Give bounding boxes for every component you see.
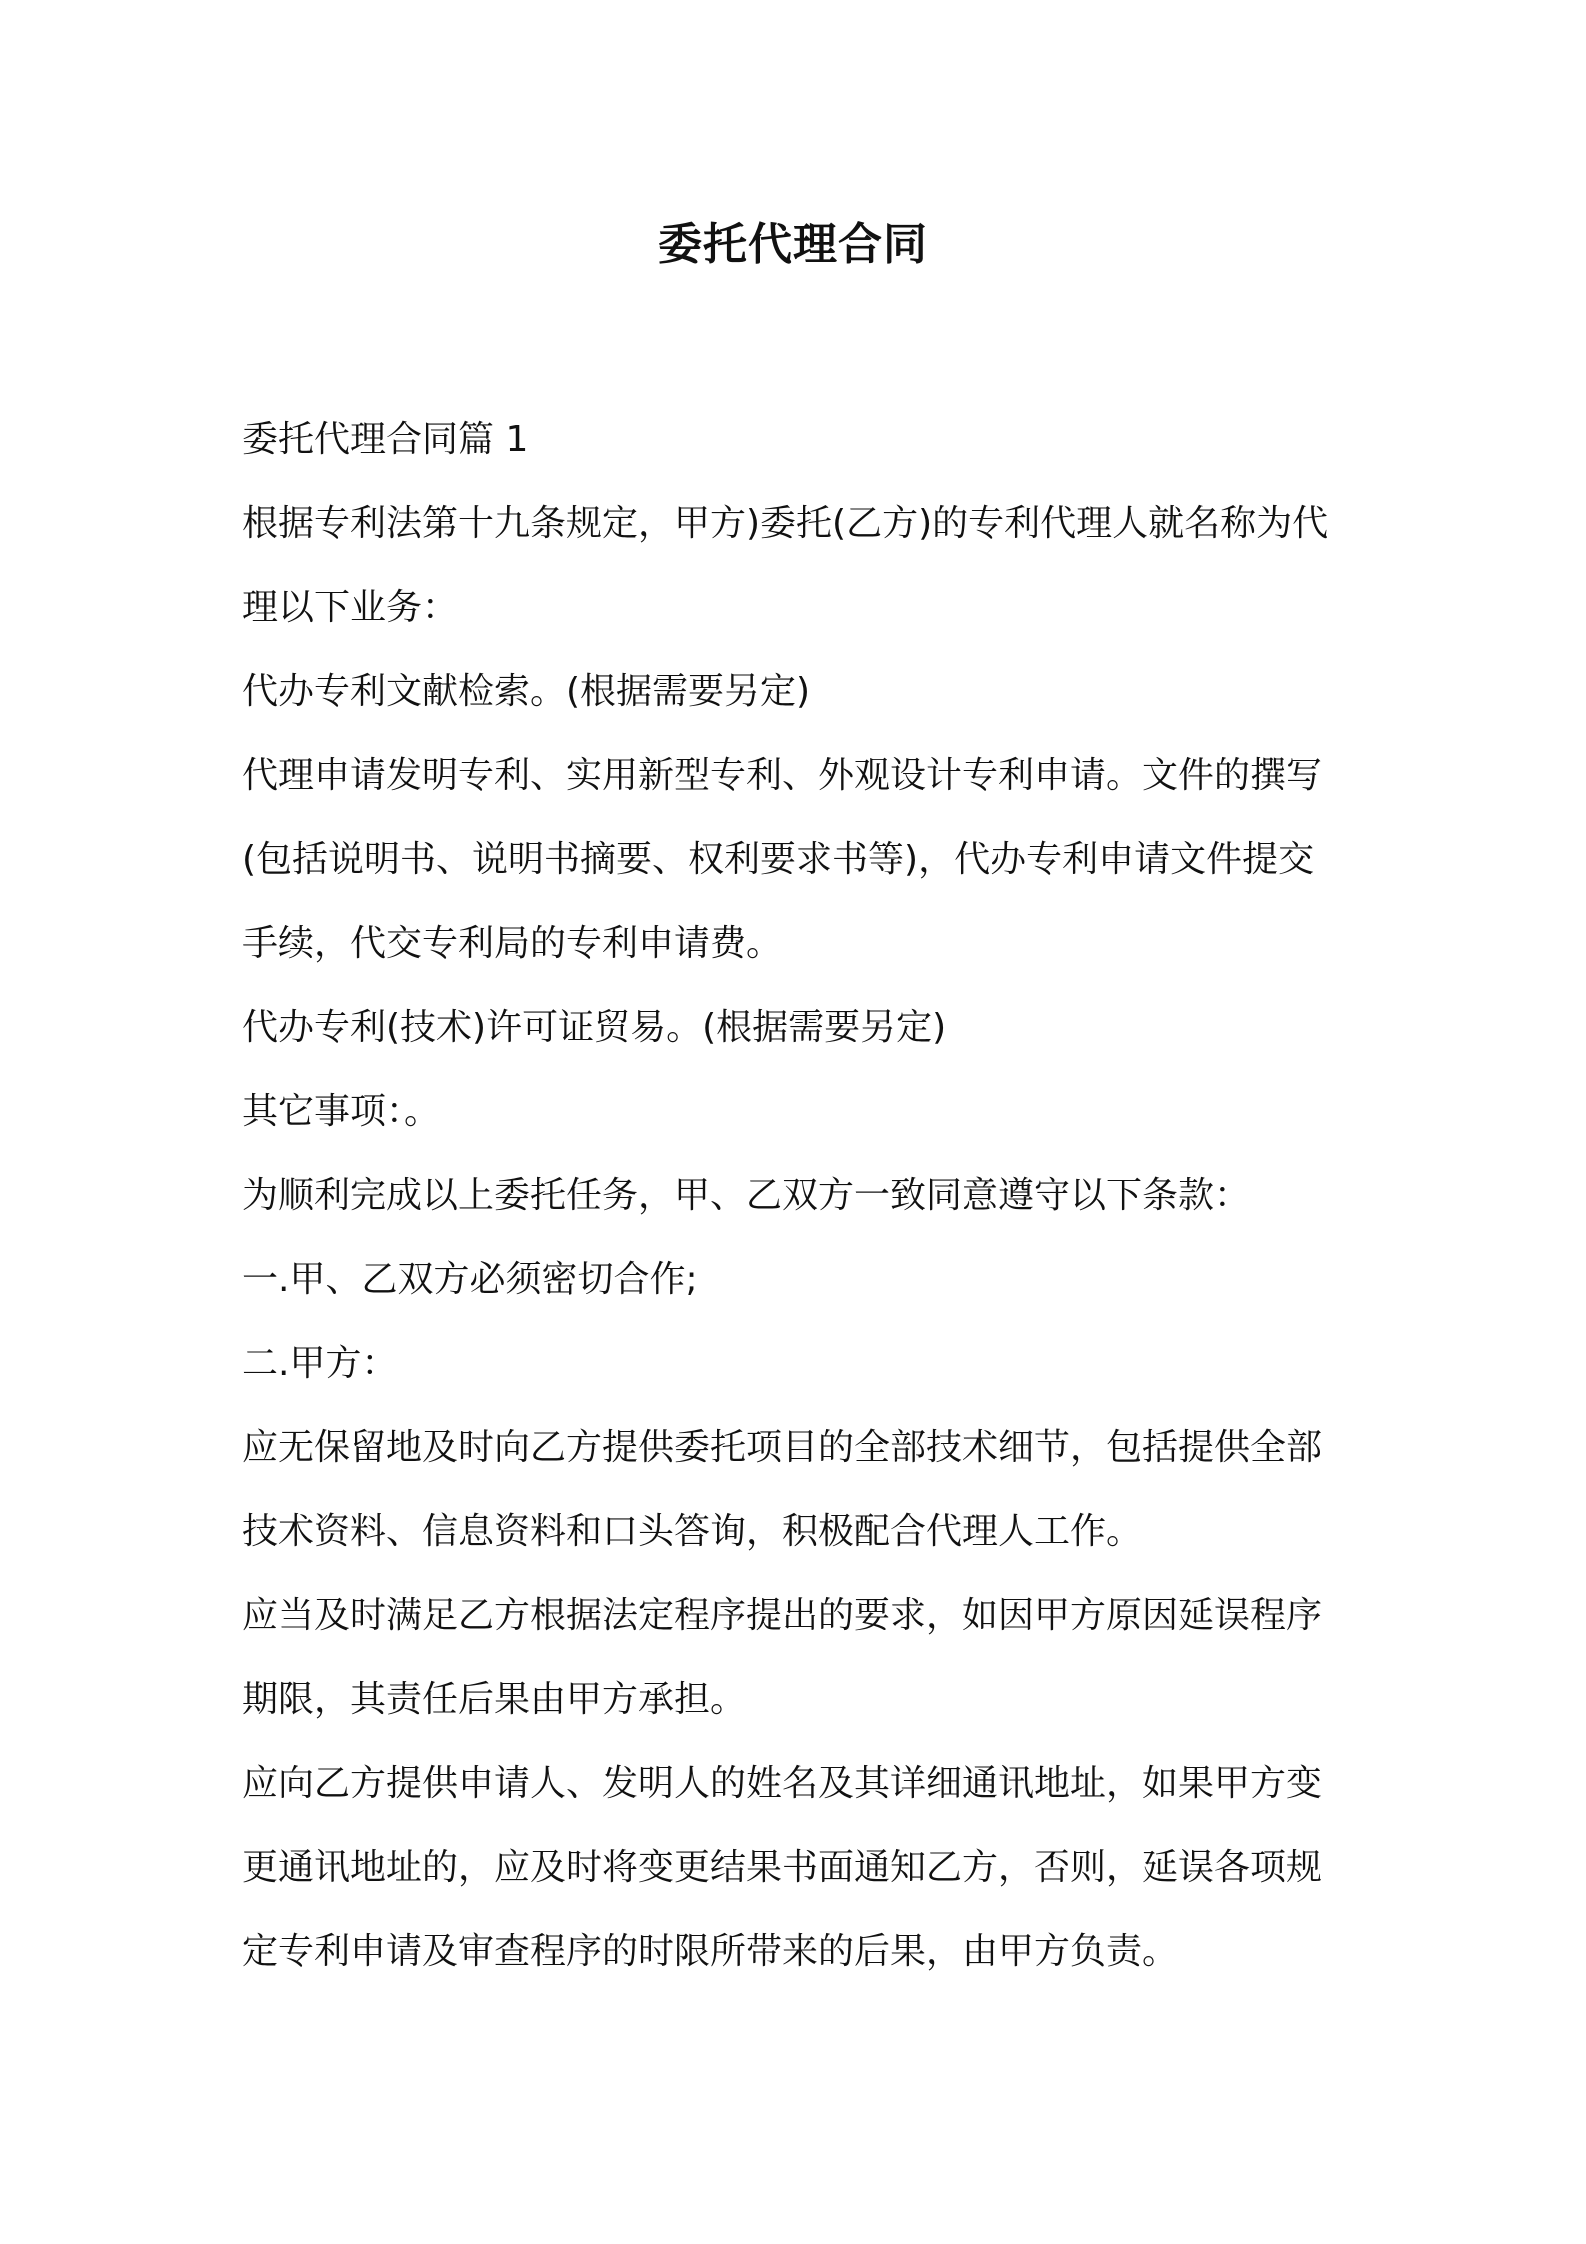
text-line: 代办专利文献检索。(根据需要另定) bbox=[242, 671, 811, 712]
text-line: 二.甲方： bbox=[242, 1343, 398, 1384]
text-line: 其它事项：。 bbox=[242, 1091, 441, 1132]
text-line: (包括说明书、说明书摘要、权利要求书等)，代办专利申请文件提交 bbox=[242, 839, 1315, 880]
text-line: 应向乙方提供申请人、发明人的姓名及其详细通讯地址，如果甲方变 bbox=[242, 1763, 1323, 1804]
text-line: 应当及时满足乙方根据法定程序提出的要求，如因甲方原因延误程序 bbox=[242, 1595, 1323, 1636]
text-line: 期限，其责任后果由甲方承担。 bbox=[242, 1679, 747, 1720]
text-line: 定专利申请及审查程序的时限所带来的后果，由甲方负责。 bbox=[242, 1931, 1179, 1972]
paragraph-terms-intro bbox=[242, 1154, 1352, 1238]
paragraph-clause bbox=[242, 1322, 1352, 1406]
text-line: 技术资料、信息资料和口头答询，积极配合代理人工作。 bbox=[242, 1511, 1143, 1552]
paragraph-item bbox=[242, 734, 1352, 986]
paragraph-obligation bbox=[242, 1574, 1352, 1742]
paragraph-item bbox=[242, 1070, 1352, 1154]
paragraph-intro bbox=[242, 482, 1352, 650]
paragraph-obligation bbox=[242, 1406, 1352, 1574]
text-line: 代办专利(技术)许可证贸易。(根据需要另定) bbox=[242, 1007, 947, 1048]
document-body bbox=[242, 398, 1352, 1994]
paragraph-clause bbox=[242, 1238, 1352, 1322]
paragraph-obligation bbox=[242, 1742, 1352, 1994]
text-line: 根据专利法第十九条规定，甲方)委托(乙方)的专利代理人就名称为代 bbox=[242, 503, 1329, 544]
text-line: 一.甲、乙双方必须密切合作; bbox=[242, 1259, 698, 1300]
text-line: 手续，代交专利局的专利申请费。 bbox=[242, 923, 783, 964]
paragraph-section-heading bbox=[242, 398, 1352, 482]
text-line: 应无保留地及时向乙方提供委托项目的全部技术细节，包括提供全部 bbox=[242, 1427, 1323, 1468]
paragraph-item bbox=[242, 650, 1352, 734]
text-line: 理以下业务： bbox=[242, 587, 459, 628]
document-title: 委托代理合同 bbox=[658, 219, 928, 270]
text-line: 更通讯地址的，应及时将变更结果书面通知乙方，否则，延误各项规 bbox=[242, 1847, 1323, 1888]
text-line: 代理申请发明专利、实用新型专利、外观设计专利申请。文件的撰写 bbox=[242, 755, 1323, 796]
text-line: 为顺利完成以上委托任务，甲、乙双方一致同意遵守以下条款： bbox=[242, 1175, 1251, 1216]
paragraph-item bbox=[242, 986, 1352, 1070]
text-line: 委托代理合同篇 1 bbox=[242, 419, 529, 460]
